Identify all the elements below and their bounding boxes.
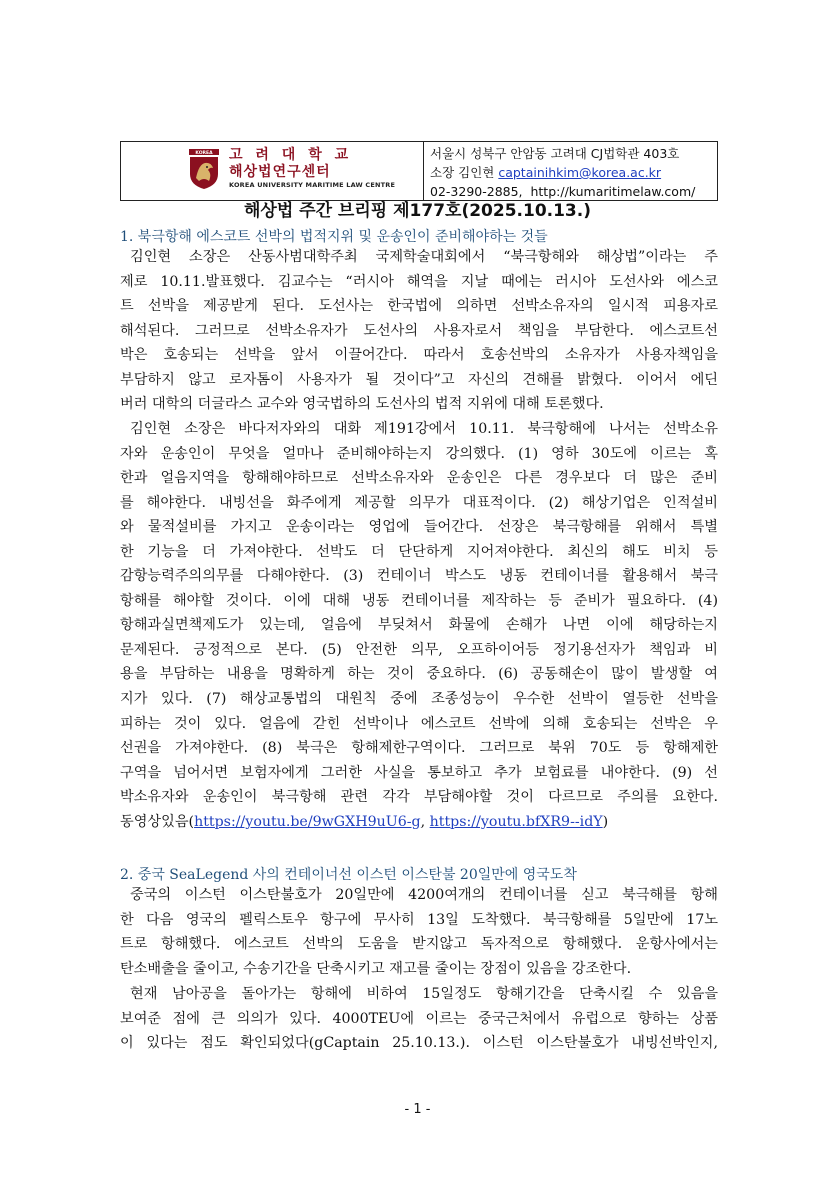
text-line: 버러 대학의 더글라스 교수와 영국법하의 도선사의 법적 지위에 대해 토론했다. [120, 396, 604, 413]
section-2-paragraph-1 [120, 883, 718, 981]
university-emblem-icon [187, 148, 221, 190]
text-line: 부담하지 않고 로자톰이 사용자가 될 것이다”고 자신의 견해를 밝혔다. 이어서 에딘 [120, 371, 718, 388]
text-line: 트 선박을 제공받게 된다. 도선사는 한국법에 의하면 선박소유자의 일시적 피용자로 [120, 298, 718, 315]
text-line: 한과 얼음지역을 항해해야하므로 선박소유자와 운송인은 다른 경우보다 더 많은 준비 [120, 470, 718, 487]
section-1-paragraph-1 [120, 245, 718, 417]
section-1-heading: 1. 북극항해 에스코트 선박의 법적지위 및 운송인이 준비해야하는 것들 [120, 229, 548, 245]
section-2-heading: 2. 중국 SeaLegend 사의 컨테이너선 이스턴 이스탄불 20일만에 영국도착 [120, 867, 577, 883]
text-line: 한 기능을 더 가져야한다. 선박도 더 단단하게 지어져야한다. 최신의 해도 비치 등 [120, 543, 718, 560]
section-1-paragraph-2 [120, 417, 718, 834]
text-line: 박소유자와 운송인이 북극항해 관련 각각 부담해야할 것이 다르므로 주의를 요한다. [120, 789, 718, 806]
logo-english-name: KOREA UNIVERSITY MARITIME LAW CENTRE [229, 181, 396, 189]
text-line: 피하는 것이 있다. 얼음에 갇힌 선박이나 에스코트 선박에 의해 호송되는 선박은 우 [120, 715, 718, 732]
text-line: 한 다음 영국의 펠릭스토우 항구에 무사히 13일 도착했다. 북극항해를 5일만에 17노 [120, 911, 718, 928]
logo-text [229, 147, 395, 190]
website-link[interactable]: http://kumaritimelaw.com/ [530, 184, 696, 199]
text-line: 김인현 소장은 바다저자와의 대화 제191강에서 10.11. 북극항해에 나서는 선박소유 [130, 421, 718, 437]
text-line: 지가 있다. (7) 해상교통법의 대원칙 중에 조종성능이 우수한 선박이 열등한 선박을 [120, 691, 718, 708]
link-separator: , [420, 813, 430, 830]
text-line: 자와 운송인이 무엇을 얼마나 준비해야하는지 강의했다. (1) 영하 30도에 이르는 혹 [120, 445, 718, 462]
text-line: 박은 호송되는 선박을 앞서 이끌어간다. 따라서 호송선박의 소유자가 사용자책임을 [120, 347, 718, 364]
text-line: 문제된다. 긍정적으로 본다. (5) 안전한 의무, 오프하이어등 정기용선자가 책임과 비 [120, 641, 718, 658]
text-line: 와 물적설비를 가지고 운송이라는 영업에 들어간다. 선장은 북극항해를 위해서 특별 [120, 519, 718, 536]
text-line: 현재 남아공을 돌아가는 항해에 비하여 15일정도 항해기간을 단축시킬 수 있음을 [130, 986, 718, 1002]
text-line: 중국의 이스턴 이스탄불호가 20일만에 4200여개의 컨테이너를 싣고 북극해를 항해 [130, 887, 718, 903]
logo-center-name: 해상법연구센터 [229, 164, 331, 180]
text-line: 항해를 해야할 것이다. 이에 대해 냉동 컨테이너를 제작하는 등 준비가 필요하다. (4) [120, 592, 718, 609]
text-line: 트로 항해했다. 에스코트 선박의 도움을 받지않고 독자적으로 항해했다. 운항사에서는 [120, 936, 718, 953]
text-line: 보여준 점에 큰 의의가 있다. 4000TEU에 이르는 중국근처에서 유럽으로 향하는 상품 [120, 1010, 718, 1027]
video-links-line [120, 810, 718, 835]
header-table [120, 141, 718, 201]
text-line: 이 있다는 점도 확인되었다(gCaptain 25.10.13.). 이스턴 이스탄불호가 내빙선박인지, [120, 1035, 718, 1052]
director-email-line [430, 163, 717, 182]
youtube-link-2[interactable]: https://youtu.bfXR9--idY [429, 813, 603, 830]
text-line: 제로 10.11.발표했다. 김교수는 “러시아 해역을 지날 때에는 러시아 도선사와 에스코 [120, 273, 718, 290]
text-line: 선권을 가져야한다. (8) 북극은 항해제한구역이다. 그러므로 북위 70도 등 항해제한 [120, 740, 718, 757]
phone-website-line [430, 182, 717, 201]
logo-university-name: 고 려 대 학 교 [229, 147, 353, 163]
email-link[interactable]: captainihkim@korea.ac.kr [498, 165, 662, 180]
youtube-link-1[interactable]: https://youtu.be/9wGXH9uU6-g [194, 813, 421, 830]
text-line: 구역을 넘어서면 보험자에게 그러한 사실을 통보하고 추가 보험료를 내야한다. (9) 선 [120, 764, 718, 781]
text-line: 탄소배출을 줄이고, 수송기간을 단축시키고 재고를 줄이는 장점이 있음을 강조한다. [120, 960, 632, 977]
page-title: 해상법 주간 브리핑 제177호(2025.10.13.) [243, 201, 591, 221]
text-line: 용을 부담하는 내용을 명확하게 하는 것이 중요하다. (6) 공동해손이 많이 발생할 여 [120, 666, 718, 683]
text-line: 를 해야한다. 내빙선을 화주에게 제공할 의무가 대표적이다. (2) 해상기업은 인적설비 [120, 494, 718, 511]
text-line: 해석된다. 그러므로 선박소유자가 도선사의 사용자로서 책임을 부담한다. 에스코트선 [120, 322, 718, 339]
text-line: 김인현 소장은 산동사범대학주최 국제학술대회에서 “북극항해와 해상법”이라는 주 [130, 249, 718, 265]
director-label: 소장 김인현 [430, 165, 495, 180]
video-suffix: ) [602, 813, 609, 830]
logo-cell [121, 142, 424, 200]
section-2-paragraph-2 [120, 982, 718, 1056]
text-line: 감항능력주의의무를 다해야한다. (3) 컨테이너 박스도 냉동 컨테이너를 활용해서 북극 [120, 568, 718, 585]
text-line: 항해과실면책제도가 있는데, 얼음에 부딪쳐서 화물에 손해가 나면 이에 해당하는지 [120, 617, 718, 634]
page-number: - 1 - [404, 1102, 431, 1117]
contact-cell [424, 142, 717, 200]
video-prefix: 동영상있음( [120, 813, 195, 830]
emblem-text: KOREA [195, 151, 213, 156]
address: 서울시 성북구 안암동 고려대 CJ법학관 403호 [430, 146, 680, 161]
phone: 02-3290-2885, [430, 184, 523, 199]
